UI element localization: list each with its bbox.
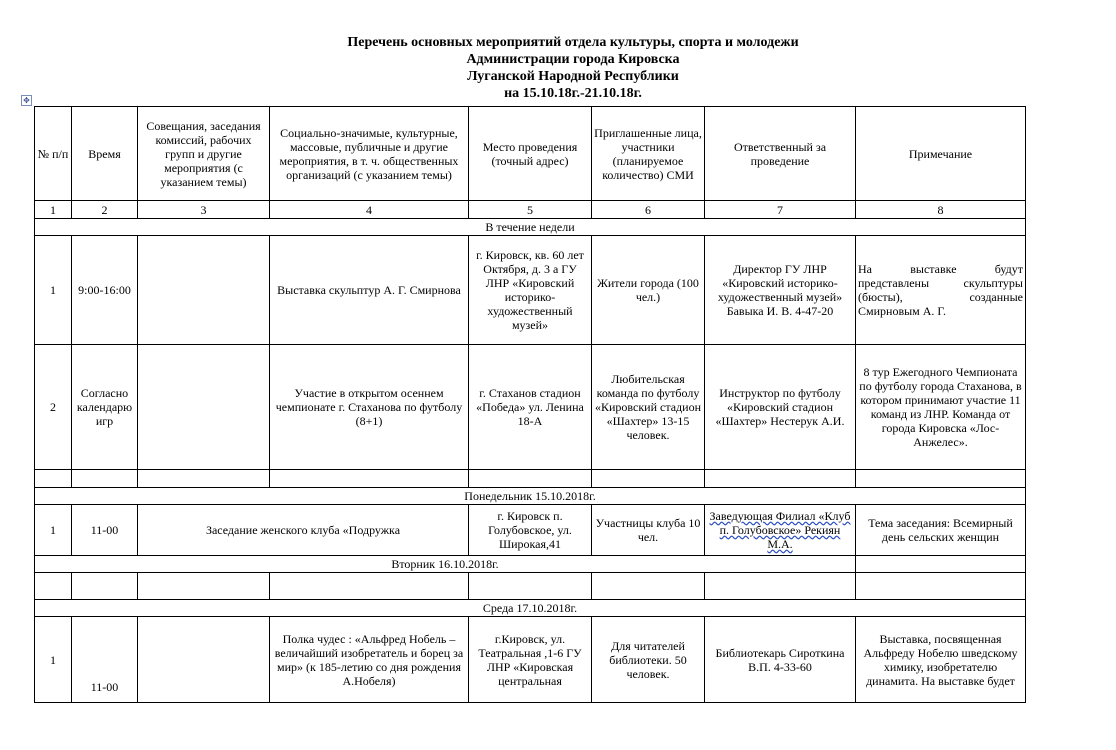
cell-note: На выставке будут представлены скульптуры (бюсты), созданные Смирновым А. Г. [856,236,1026,345]
document-title [0,34,1116,102]
cell-note: Выставка, посвященная Альфреду Нобелю шведскому химику, изобретателю динамита. На выставке будет [856,617,1026,703]
cell-responsible: Библиотекарь Сироткина В.П. 4-33-60 [705,617,856,703]
cell-time: 9:00-16:00 [72,236,138,345]
empty-cell [138,573,270,600]
cell-place: г. Кировск п. Голубовское, ул. Широкая,41 [469,505,592,556]
empty-cell [592,573,705,600]
empty-cell [856,470,1026,488]
column-numbers-row [35,201,1026,219]
empty-cell [856,573,1026,600]
colnum: 7 [705,201,856,219]
cell-place: г. Кировск, кв. 60 лет Октября, д. 3 а ГУ ЛНР «Кировский историко-художественный музей» [469,236,592,345]
empty-cell [35,573,72,600]
section-tuesday [35,556,1026,573]
cell-responsible: Директор ГУ ЛНР «Кировский историко-художественный музей» Бавыка И. В. 4-47-20 [705,236,856,345]
empty-cell [469,470,592,488]
empty-cell [72,470,138,488]
empty-row [35,470,1026,488]
cell-responsible: Инструктор по футболу «Кировский стадион «Шахтер» Нестерук А.И. [705,345,856,470]
empty-cell [592,470,705,488]
events-table [34,106,1026,703]
colnum: 6 [592,201,705,219]
cell-participants: Для читателей библиотеки. 50 человек. [592,617,705,703]
table-row [35,617,1026,703]
header-responsible: Ответственный за проведение [705,107,856,201]
cell-event: Полка чудес : «Альфред Нобель – величайший изобретатель и борец за мир» (к 185-летию со дня рождения А.Нобеля) [270,617,469,703]
cell-note: Тема заседания: Всемирный день сельских женщин [856,505,1026,556]
move-icon[interactable]: ✥ [21,95,32,106]
empty-cell [72,573,138,600]
empty-cell [469,573,592,600]
cell-participants: Участницы клуба 10 чел. [592,505,705,556]
header-place: Место проведения (точный адрес) [469,107,592,201]
empty-cell [705,573,856,600]
title-line-2: Администрации города Кировска [466,52,680,67]
empty-row [35,573,1026,600]
empty-cell [270,470,469,488]
cell-event: Выставка скульптур А. Г. Смирнова [270,236,469,345]
cell-meetings [138,617,270,703]
cell-num: 1 [35,236,72,345]
empty-cell [35,470,72,488]
empty-cell [705,470,856,488]
cell-meetings [138,345,270,470]
header-note: Примечание [856,107,1026,201]
cell-num: 1 [35,505,72,556]
cell-place: г.Кировск, ул. Театральная ,1-6 ГУ ЛНР «Кировская центральная [469,617,592,703]
colnum: 1 [35,201,72,219]
cell-event: Участие в открытом осеннем чемпионате г. Стаханова по футболу (8+1) [270,345,469,470]
section-label: Среда 17.10.2018г. [35,600,1026,617]
header-num: № п/п [35,107,72,201]
section-label: В течение недели [35,219,1026,236]
cell-time: 11-00 [72,617,138,703]
empty-cell [138,470,270,488]
cell-time: Согласно календарю игр [72,345,138,470]
title-line-4: на 15.10.18г.-21.10.18г. [504,86,642,101]
cell-meetings [138,236,270,345]
section-wednesday [35,600,1026,617]
colnum: 5 [469,201,592,219]
cell-participants: Жители города (100 чел.) [592,236,705,345]
table-row [35,505,1026,556]
cell-note: 8 тур Ежегодного Чемпионата по футболу города Стаханова, в котором принимают участие 11 команд из ЛНР. Команда от города Кировска «Лос-Анжелес». [856,345,1026,470]
colnum: 3 [138,201,270,219]
cell-participants: Любительская команда по футболу «Кировский стадион «Шахтер» 13-15 человек. [592,345,705,470]
title-line-1: Перечень основных мероприятий отдела культуры, спорта и молодежи [347,35,799,50]
colnum: 2 [72,201,138,219]
title-line-3: Луганской Народной Республики [467,69,679,84]
cell-meetings: Заседание женского клуба «Подружка [138,505,469,556]
cell-num: 1 [35,617,72,703]
cell-place: г. Стаханов стадион «Победа» ул. Ленина 18-А [469,345,592,470]
colnum: 4 [270,201,469,219]
table-row [35,236,1026,345]
cell-num: 2 [35,345,72,470]
header-row [35,107,1026,201]
table-row [35,345,1026,470]
section-week [35,219,1026,236]
header-meetings: Совещания, заседания комиссий, рабочих групп и другие мероприятия (с указанием темы) [138,107,270,201]
cell-time: 11-00 [72,505,138,556]
empty-cell [270,573,469,600]
section-label: Понедельник 15.10.2018г. [35,488,1026,505]
header-events: Социально-значимые, культурные, массовые, публичные и другие мероприятия, в т. ч. общественных организаций (с указанием темы) [270,107,469,201]
section-monday [35,488,1026,505]
header-time: Время [72,107,138,201]
header-participants: Приглашенные лица, участники (планируемое количество) СМИ [592,107,705,201]
empty-cell [856,556,1026,573]
cell-responsible: Заведующая Филиал «Клуб п. Голубовское» Рекиян М.А. [705,505,856,556]
colnum: 8 [856,201,1026,219]
section-label: Вторник 16.10.2018г. [35,556,856,573]
